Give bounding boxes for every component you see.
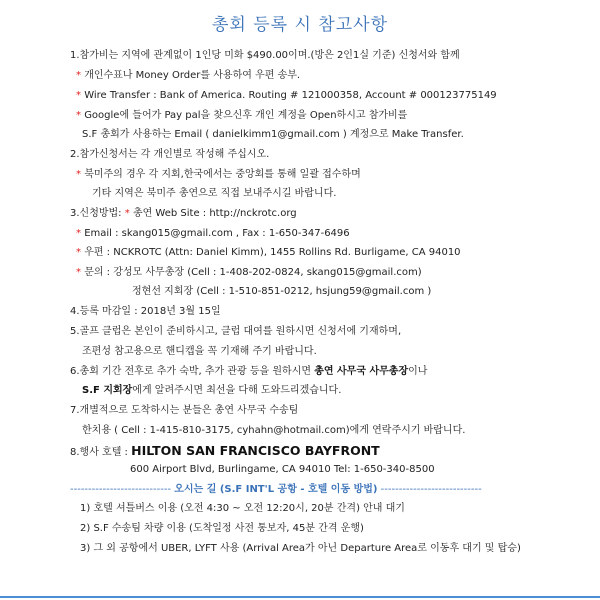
- contact-line-2: 정현선 지회장 (Cell : 1-510-851-0212, hsjung59@gmail.com ): [132, 286, 432, 297]
- application-line: 2.참가신청서는 각 개인별로 작성해 주십시오.: [70, 149, 270, 160]
- hotel-line: 8.행사 호텔 : HILTON SAN FRANCISCO BAYFRONT: [70, 443, 380, 458]
- bullet-star: *: [124, 208, 130, 219]
- bullet-star: *: [76, 228, 81, 239]
- extra-stay-line: 6.총회 기간 전후로 추가 숙박, 추가 관광 등을 원하시면 총연 사무국 사무총장이나: [70, 366, 428, 377]
- other-region-line: 기타 지역은 북미주 총연으로 직접 보내주시길 바랍니다.: [92, 188, 337, 199]
- sf-chapter-line: S.F 지회장에게 알려주시면 최선을 다해 도와드리겠습니다.: [82, 385, 342, 396]
- direction-item-3: 3) 그 외 공항에서 UBER, LYFT 사용 (Arrival Area가 아닌 Departure Area로 이동후 대기 및 탑승): [80, 543, 521, 554]
- paypal-line: * Google에 들어가 Pay pal을 찾으신후 개인 계정을 Open하시고 참가비를: [76, 110, 408, 121]
- bullet-star: *: [76, 90, 81, 101]
- contact-line: * 문의 : 강성모 사무총장 (Cell : 1-408-202-0824, skang015@gmail.com): [76, 267, 422, 278]
- direction-item-1: 1) 호텔 셔틀버스 이용 (오전 4:30 ~ 오전 12:20시, 20분 간격) 안내 대기: [80, 503, 405, 514]
- bullet-star: *: [76, 247, 81, 258]
- fee-line: 1.참가비는 지역에 관계없이 1인당 미화 $490.00이며.(방은 2인1실 기준) 신청서와 함께: [70, 50, 460, 61]
- handicap-line: 조편성 참고용으로 핸디캡을 꼭 기재해 주기 바랍니다.: [82, 346, 317, 357]
- directions-header: ---------------------------- 오시는 길 (S.F INT'L 공항 - 호텔 이동 방법) ----------------------------: [70, 484, 482, 495]
- arrival-line: 7.개별적으로 도착하시는 분들은 총연 사무국 수송팀: [70, 405, 299, 416]
- method-line: 3.신청방법: * 총연 Web Site : http://nckrotc.org: [70, 208, 297, 219]
- bottom-border: [0, 596, 600, 598]
- mail-line: * 우편 : NCKROTC (Attn: Daniel Kimm), 1455 Rollins Rd. Burligame, CA 94010: [76, 247, 461, 258]
- bullet-star: *: [76, 110, 81, 121]
- north-america-line: * 북미주의 경우 각 지회,한국에서는 중앙회를 통해 일괄 접수하며: [76, 169, 361, 180]
- email-fax-line: * Email : skang015@gmail.com , Fax : 1-650-347-6496: [76, 228, 350, 239]
- transport-contact-line: 한치용 ( Cell : 1-415-810-3175, cyhahn@hotmail.com)에게 연락주시기 바랍니다.: [82, 425, 466, 436]
- wire-transfer-line: * Wire Transfer : Bank of America. Routing # 121000358, Account # 000123775149: [76, 90, 497, 101]
- bullet-star: *: [76, 267, 81, 278]
- hotel-name: HILTON SAN FRANCISCO BAYFRONT: [131, 443, 380, 458]
- bullet-star: *: [76, 70, 81, 81]
- golf-line: 5.골프 클럽은 본인이 준비하시고, 클럽 대여를 원하시면 신청서에 기재하며,: [70, 326, 402, 337]
- deadline-line: 4.등록 마감일 : 2018년 3월 15일: [70, 306, 221, 317]
- direction-item-2: 2) S.F 수송팀 차량 이용 (도착일정 사전 통보자, 45분 간격 운행): [80, 523, 364, 534]
- check-line: * 개인수표나 Money Order를 사용하여 우편 송부.: [76, 70, 301, 81]
- page-title: 총회 등록 시 참고사항: [211, 15, 388, 35]
- paypal-email-line: S.F 총회가 사용하는 Email ( danielkimm1@gmail.com ) 계정으로 Make Transfer.: [82, 129, 464, 140]
- bullet-star: *: [76, 169, 81, 180]
- hotel-address-line: 600 Airport Blvd, Burlingame, CA 94010 Tel: 1-650-340-8500: [130, 464, 435, 475]
